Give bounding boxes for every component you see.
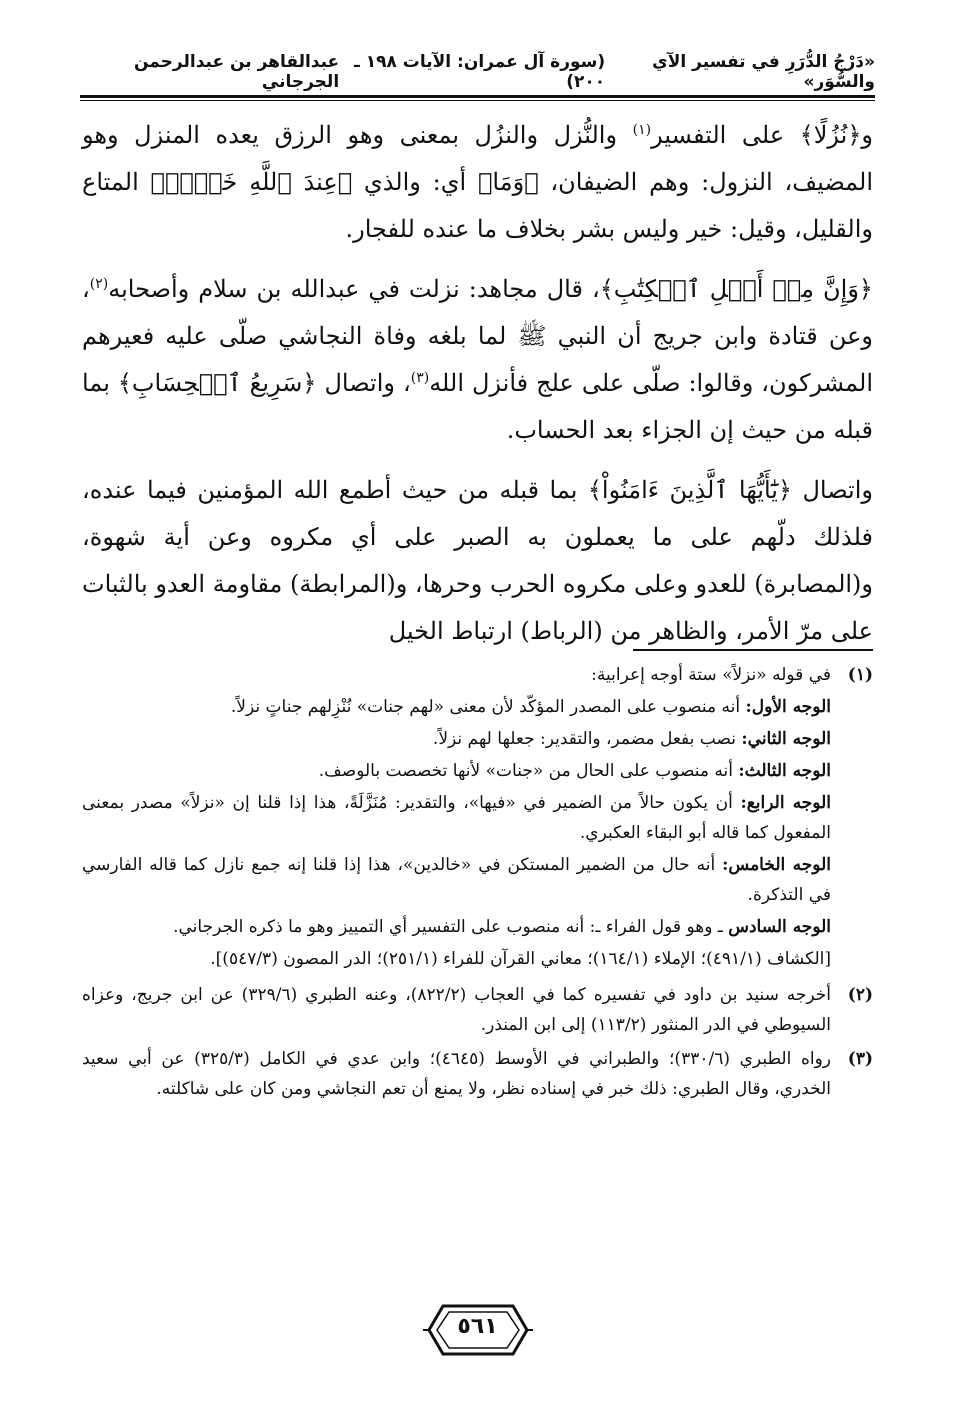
footnote-1-aspect-5: [82, 850, 831, 910]
footnote-1-aspect-3: [82, 756, 831, 786]
main-text: [82, 112, 873, 668]
footnote-1-references: [الكشاف (٤٩١/١)؛ الإملاء (١٦٤/١)؛ معاني القرآن للفراء (٢٥١/١)؛ الدر المصون (٥٤٧/٣)].: [210, 949, 831, 969]
footnote-1-intro: في قوله «نزلاً» ستة أوجه إعرابية:: [591, 665, 831, 685]
p2-text-c: ، واتصال ﴿سَرِيعُ ٱلۡحِسَابِ﴾ بما قبله من حيث إن الجزاء بعد الحساب.: [82, 369, 873, 444]
paragraph-3: واتصال ﴿يَٰٓأَيُّهَا ٱلَّذِينَ ءَامَنُواْ﴾ بما قبله من حيث أطمع الله المؤمنين فيما عنده، فلذلك دلّهم على ما يعملون به الصبر على أي مكروه وعن أية شهوة، و(المصابرة) للعدو وعلى مكروه الحرب وحرها، و(المرابطة) مقاومة العدو بالثبات على مرّ الأمر، والظاهر من (الرباط) ارتباط الخيل: [82, 476, 873, 645]
footnote-2-body: أخرجه سنيد بن داود في تفسيره كما في العجاب (٨٢٢/٢)، وعنه الطبري (٣٢٩/٦) عن ابن جريج، وعزاه السيوطي في الدر المنثور (١١٣/٢) إلى ابن المنذر.: [82, 985, 832, 1035]
aspect-1-text: أنه منصوب على المصدر المؤكّد لأن معنى «لهم جنات» نُنْزِلهم جناتٍ نزلاً.: [230, 697, 746, 717]
footnotes: [82, 660, 873, 1108]
paragraph-1: [82, 112, 873, 253]
footnote-ref-1: (١): [632, 122, 652, 138]
footnote-3-number: (٣): [847, 1049, 873, 1069]
aspect-6-label: الوجه السادس: [728, 917, 831, 937]
footnote-1-aspect-2: [82, 724, 831, 754]
footnote-1-aspect-4: [82, 788, 831, 848]
header-surah-range: (سورة آل عمران: الآيات ١٩٨ ـ ٢٠٠): [354, 52, 606, 92]
footnote-2-number: (٢): [847, 985, 873, 1005]
footnote-1-number: (١): [847, 665, 873, 685]
p1-text-b: والنُّزل والنزُل بمعنى وهو الرزق يعده المنزل وهو المضيف، النزول: وهم الضيفان، ﴿وَمَا﴾ أي: والذي ﴿عِندَ ٱللَّهِ خَيۡرٞ﴾ المتاع والقليل، وقيل: خير وليس بشر بخلاف ما عنده للفجار.: [82, 121, 873, 243]
footnote-separator: [633, 649, 873, 651]
aspect-4-label: الوجه الرابع:: [740, 793, 831, 813]
footnote-1-aspect-1: [82, 692, 831, 722]
footnote-3-body: رواه الطبري (٣٣٠/٦)؛ والطبراني في الأوسط (٤٦٤٥)؛ وابن عدي في الكامل (٣٢٥/٣) عن أبي سعيد الخدري، وقال الطبري: ذلك خبر في إسناده نظر، ولا يمنع أن تعم النجاشي ومن كان على شاكلته.: [82, 1049, 831, 1099]
header-rule-thin: [80, 100, 875, 101]
footnote-3: [82, 1044, 873, 1104]
footnote-ref-3: (٣): [410, 370, 430, 386]
header-author: عبدالقاهر بن عبدالرحمن الجرجاني: [133, 52, 340, 92]
aspect-5-text: أنه حال من الضمير المستكن في «خالدين»، هذا إذا قلنا إنه جمع نازل كما قاله الفارسي في التذكرة.: [82, 855, 831, 905]
paragraph-2: [82, 266, 873, 454]
footnote-1: [82, 660, 873, 976]
footnote-1-aspect-6: [82, 912, 831, 942]
aspect-3-label: الوجه الثالث:: [738, 761, 831, 781]
aspect-2-label: الوجه الثاني:: [741, 729, 831, 749]
page-number: ٥٦١: [457, 1314, 498, 1339]
footnote-2: [82, 980, 873, 1040]
header-rule-thick: [80, 95, 875, 98]
footnote-1-body: [82, 660, 831, 976]
header-book-title: «دَرْجُ الدُّرَرِ في تفسير الآي والسُّوَر»: [652, 52, 875, 92]
aspect-1-label: الوجه الأول:: [745, 697, 831, 717]
page-number-ornament: [423, 1300, 533, 1360]
aspect-2-text: نصب بفعل مضمر، والتقدير: جعلها لهم نزلاً.: [432, 729, 742, 749]
footnote-ref-2: (٢): [89, 276, 109, 292]
aspect-5-label: الوجه الخامس:: [722, 855, 831, 875]
p2-text-a: ﴿وَإِنَّ مِنۡ أَهۡلِ ٱلۡكِتَٰبِ﴾، قال مجاهد: نزلت في عبدالله بن سلام وأصحابه: [108, 275, 873, 303]
aspect-6-text: ـ وهو قول الفراء ـ: أنه منصوب على التفسير أي التمييز وهو ما ذكره الجرجاني.: [173, 917, 729, 937]
aspect-4-text: أن يكون حالاً من الضمير في «فيها»، والتقدير: مُنَزَّلَةً، هذا إذا قلنا إن «نزلاً» مصدر بمعنى المفعول كما قاله أبو البقاء العكبري.: [82, 793, 831, 843]
running-header: [80, 52, 875, 92]
p2-text-b: ، وعن قتادة وابن جريج أن النبي ﷺ لما بلغه وفاة النجاشي صلّى عليه فعيرهم المشركون، وقالوا: صلّى على علج فأنزل الله: [82, 275, 874, 397]
aspect-3-text: أنه منصوب على الحال من «جنات» لأنها تخصصت بالوصف.: [318, 761, 739, 781]
p1-text-a: و﴿نُزُلًا﴾ على التفسير: [651, 121, 874, 149]
